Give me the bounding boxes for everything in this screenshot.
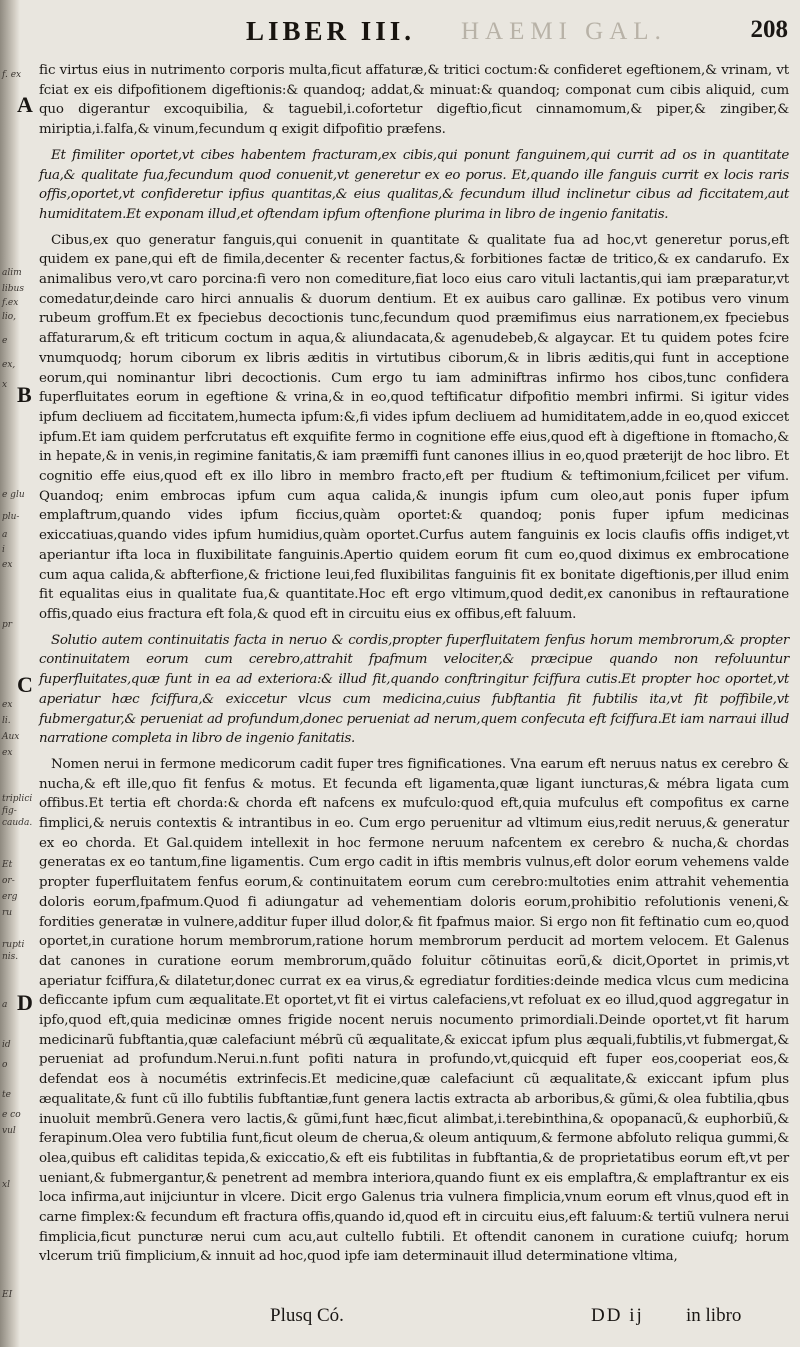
bleed-through-title: HAEMI GAL. [461, 18, 667, 45]
margin-note: e glu [2, 490, 25, 500]
catchword: in libro [686, 1305, 742, 1326]
margin-note: Et [2, 860, 13, 870]
margin-note: ex [2, 560, 13, 570]
margin-note: a [2, 530, 8, 540]
section-letter-d: D [17, 990, 33, 1015]
margin-note: id [2, 1040, 11, 1050]
section-letter-b: B [17, 382, 32, 407]
margin-note: ex, [2, 360, 16, 370]
paragraph: fic virtus eius in nutrimento corporis multa,ficut affaturæ,& tritici coctum:& confideret egeftionem,& vrinam, vt fciat ex eis difpofitionem digeftionis:& quandoq; addat,& minuat:& quandoq; componat cum cibis aliquid, cum quo digerantur excoquibilia, & taguebil,i.cofortetur digeftio,ficut cinnamomum,& piper,& zingiber,& miriptia,i.falfa,& vinum,fecundum q exigit difpofitio præfens. [39, 63, 789, 138]
margin-note: Aux [2, 732, 20, 742]
page-number: 208 [750, 16, 788, 43]
section-letter-a: A [17, 92, 33, 117]
margin-note: pr [2, 620, 13, 630]
margin-note: erg [2, 892, 18, 902]
running-title: LIBER III. [246, 16, 416, 46]
margin-note: i [2, 545, 5, 555]
commentary-paragraph: Solutio autem continuitatis facta in neruo & cordis,propter fuperfluitatem fenfus horum membrorum,& propter continuitatem eorum cum cerebro,attrahit fpafmum velociter,& præcipue quando non refoluuntur fuperfluitates,quæ funt in ea ad exteriora:& illud fit,quando conftringitur fciffura cutis.Et propter hoc oportet,vt aperiatur hæc fciffura,& exiccetur vlcus cum medicina,cuius fubftantia fit fubtilis ita,vt fit poffibile,vt fubmergatur,& perueniat ad profundum,donec perueniat ad nerum,quem confecuta eft fciffura.Et iam narraui illud narratione completa in libro de ingenio fanitatis. [39, 632, 789, 747]
page-footer [36, 1305, 792, 1335]
margin-note: a [2, 1000, 8, 1010]
margin-note: ru [2, 908, 13, 918]
section-letter-c: C [17, 672, 33, 697]
footer-catchword-left: Plusq Có. [270, 1305, 344, 1326]
page-header [36, 14, 792, 58]
margin-note: rupti [2, 940, 25, 950]
margin-note: f.ex [2, 298, 19, 308]
signature-mark: DD ij [591, 1305, 644, 1326]
paragraph: Cibus,ex quo generatur fanguis,qui conuenit in quantitate & qualitate fua ad hoc,vt generetur porus,eft quidem ex pane,qui eft de fimila,decenter & recenter factus,& forbitiones factæ de tritico,& ex candarufo. Ex animalibus vero,vt caro porcina:fi vero non comediture,fiat loco eius caro vituli lactantis,qui iam præparatur,vt comedatur,deinde caro hirci annualis & duorum dentium. Et ex auibus caro gallinæ. Ex potibus vero vinum rubeum groffum.Et ex fpeciebus decoctionis tunc,fecundum quod præmifimus eius narrationem,ex fpeciebus affaturarum,& eft triticum coctum in aqua,& aliundacata,& agenudebeb,& algaycar. Et tu quidem potes fcire vnumquodq; horum ciborum ex libris æditis in virtutibus ciborum,& in libris æditis,qui funt in acceptione eorum,qui nominantur libri decoctionis. Cum ergo tu iam adminiftras infirmo hos cibos,tunc confidera fuperfluitates eorum in egeftione & vrina,& in eo,quod teftificatur difpofitio membri infirmi. Si igitur vides ipfum decliuem ad ficcitatem,humecta ipfum:&,fi vides ipfum decliuem ad humiditatem,adde in eo,quod exiccet ipfum.Et iam quidem perfcrutatus eft exquifite fermo in cognitione effe eius,quod eft à digeftione in ftomacho,& in hepate,& in venis,in regimine fanitatis,& iam præmiffi funt canones illius in eo,quod præterijt de hoc libro. Et cognitio effe eius,quod eft ex illo libro in membro fracto,eft per ftudium & teftimonium,fcilicet per vifum. Quandoq; enim embrocas ipfum cum aqua calida,& inungis ipfum cum oleo,aut ponis fuper ipfum emplaftrum,quando vides ipfum ficcius,quàm oportet:& quandoq; ponis fuper ipfum medicinas exiccatiuas,quando vides ipfum humidius,quàm oportet.Curfus autem fanguinis ex locis claufis offis indiget,vt aperiantur ifta loca in fluxibilitate fanguinis.Apertio quidem eorum fit cum eo,quod diximus ex embrocatione cum aqua calida,& abfterfione,& frictione leui,fed fluxibilitas fanguinis fit ex bonitate digeftionis,per illud enim fit equalitas eius in qualitate fua,& quantitate.Hoc eft ergo vltimum,quod dedit,ex canonibus in reftauratione offis,quado eius fractura eft fola,& quod eft in circuitu eius ex offibus,eft faluum. [39, 232, 789, 622]
margin-note: xl [2, 1180, 10, 1190]
margin-note: f. ex [2, 70, 22, 80]
margin-note: vul [2, 1126, 16, 1136]
margin-note: te [2, 1090, 11, 1100]
margin-note: EI [2, 1290, 13, 1300]
body-text [39, 61, 789, 1273]
margin-note: cauda. [2, 818, 33, 828]
margin-note: ex [2, 700, 13, 710]
margin-note: triplici [2, 794, 33, 804]
margin-note: libus [2, 284, 24, 294]
margin-note: x [2, 380, 8, 390]
margin-note: ex [2, 748, 13, 758]
margin-note: e [2, 336, 8, 346]
margin-note: plu- [2, 512, 20, 522]
commentary-paragraph: Et fimiliter oportet,vt cibes habentem fracturam,ex cibis,qui ponunt fanguinem,qui currit ad os in quantitate fua,& qualitate fua,fecundum quod conuenit,vt generetur ex eo porus. Et,quando ille fanguis currit ex locis raris offis,oportet,vt confideretur ipfius quantitas,& eius qualitas,& fecundum illud inclinetur cibus ad ficcitatem,aut humiditatem.Et exponam illud,et oftendam ipfum oftenfione plurima in libro de ingenio fanitatis. [39, 147, 789, 222]
margin-note: e co [2, 1110, 21, 1120]
margin-note: o [2, 1060, 8, 1070]
paragraph: Nomen nerui in fermone medicorum cadit fuper tres fignificationes. Vna earum eft neruus natus ex cerebro & nucha,& eft ille,quo fit fenfus & motus. Et fecunda eft ligamenta,quæ ligant iuncturas,& mébra ligata cum offibus.Et tertia eft chorda:& chorda eft nafcens ex mufculo:quod eft,quia mufculus eft compofitus ex carne fimplici,& neruis contextis & intrantibus in eo. Cum ergo peruenitur ad vltimum eius,redit neruus,& generatur ex eo chorda. Et Gal.quidem intellexit in hoc fermone neruum nafcentem ex cerebro & nucha,& chordas generatas ex eo tantum,fine ligamentis. Cum ergo cadit in iftis membris vulnus,eft dolor eorum vehemens valde propter fuperfluitatem fenfus eorum,& continuitatem eorum cum cerebro:multoties enim attrahit vehementia doloris eorum,fpafmum.Quod fi adiungatur ad vehementiam doloris eorum,prohibitio refolutionis veneni,& fordities generatæ in vulnere,additur fuper illud dolor,& fit fpafmus maior. Si ergo non fit feftinatio cum eo,quod oportet,in curatione horum membrorum,ratione horum membrorum perducit ad mortem velocem. Et Galenus dat canones in curatione eorum membrorum,quãdo foluitur cõtinuitas eorũ,& dicit,Oportet in primis,vt aperiatur fciffura,& dilatetur,donec currat ex ea virus,& egrediatur fordities:deinde medica vlcus cum medicina deficcante ipfum cum æqualitate.Et oportet,vt fit ei virtus calefaciens,vt refoluat ex eo illud,quod aggregatur in ipfo,quod eft,quia medicinæ omnes frigide nocent neruis nocumento primordiali.Deinde oportet,vt fit harum medicinarũ fubftantia,quæ calefaciunt mébrũ cũ æqualitate,& exiccat ipfum plus æquali,fubtilis,vt fubmergat,& perueniat ad profundum.Nerui.n.funt pofiti natura in profundo,vt,quicquid eft fuper eos,cooperiat eos,& defendat eos à nocumétis extrinfecis.Et medicine,quæ calefaciunt cũ æqualitate,& exiccant ipfum plus æqualitate,& funt cũ illo fubtilis fubftantiæ,funt genera lactis extracta ab arboribus,& gũmi,& olea fubtilia,qbus inuoluit membrũ.Genera vero lactis,& gũmi,funt hæc,ficut alimbat,i.terebinthina,& opopanacũ,& euphorbiũ,& ferapinum.Olea vero fubtilia funt,ficut oleum de cherua,& oleum antiquum,& fermone abfoluto reliqua gummi,& olea,quibus eft caliditas tepida,& exiccatio,& eft eis fubtilitas in fubftantia,& de proprietatibus eorum eft,vt per ueniant,& fubmergantur,& penetrent ad membra interiora,quando fiunt ex eis emplaftra,& emplaftrantur ex eis loca infirma,aut inijciuntur in vlcere. Dicit ergo Galenus tria vulnera fimplicia,vnum eorum eft vlnus,quod eft in carne fimplex:& fecundum eft fractura offis,quando id,quod eft in circuitu eius,eft faluum:& tertiũ vulnera nerui fimplicia,ficut puncturæ nerui cum acu,aut cultello fubtili. Et oftendit canonem in curatione cuiufq; horum vlcerum triũ fimplicium,& innuit ad hoc,quod ipfe iam determinauit illud determinatione vltima, [39, 756, 789, 1265]
margin-note: alim [2, 268, 22, 278]
margin-note: lio, [2, 312, 17, 322]
margin-note: fig- [2, 806, 17, 816]
margin-note: or- [2, 876, 15, 886]
margin-note: nis. [2, 952, 19, 962]
margin-note: li. [2, 716, 11, 726]
